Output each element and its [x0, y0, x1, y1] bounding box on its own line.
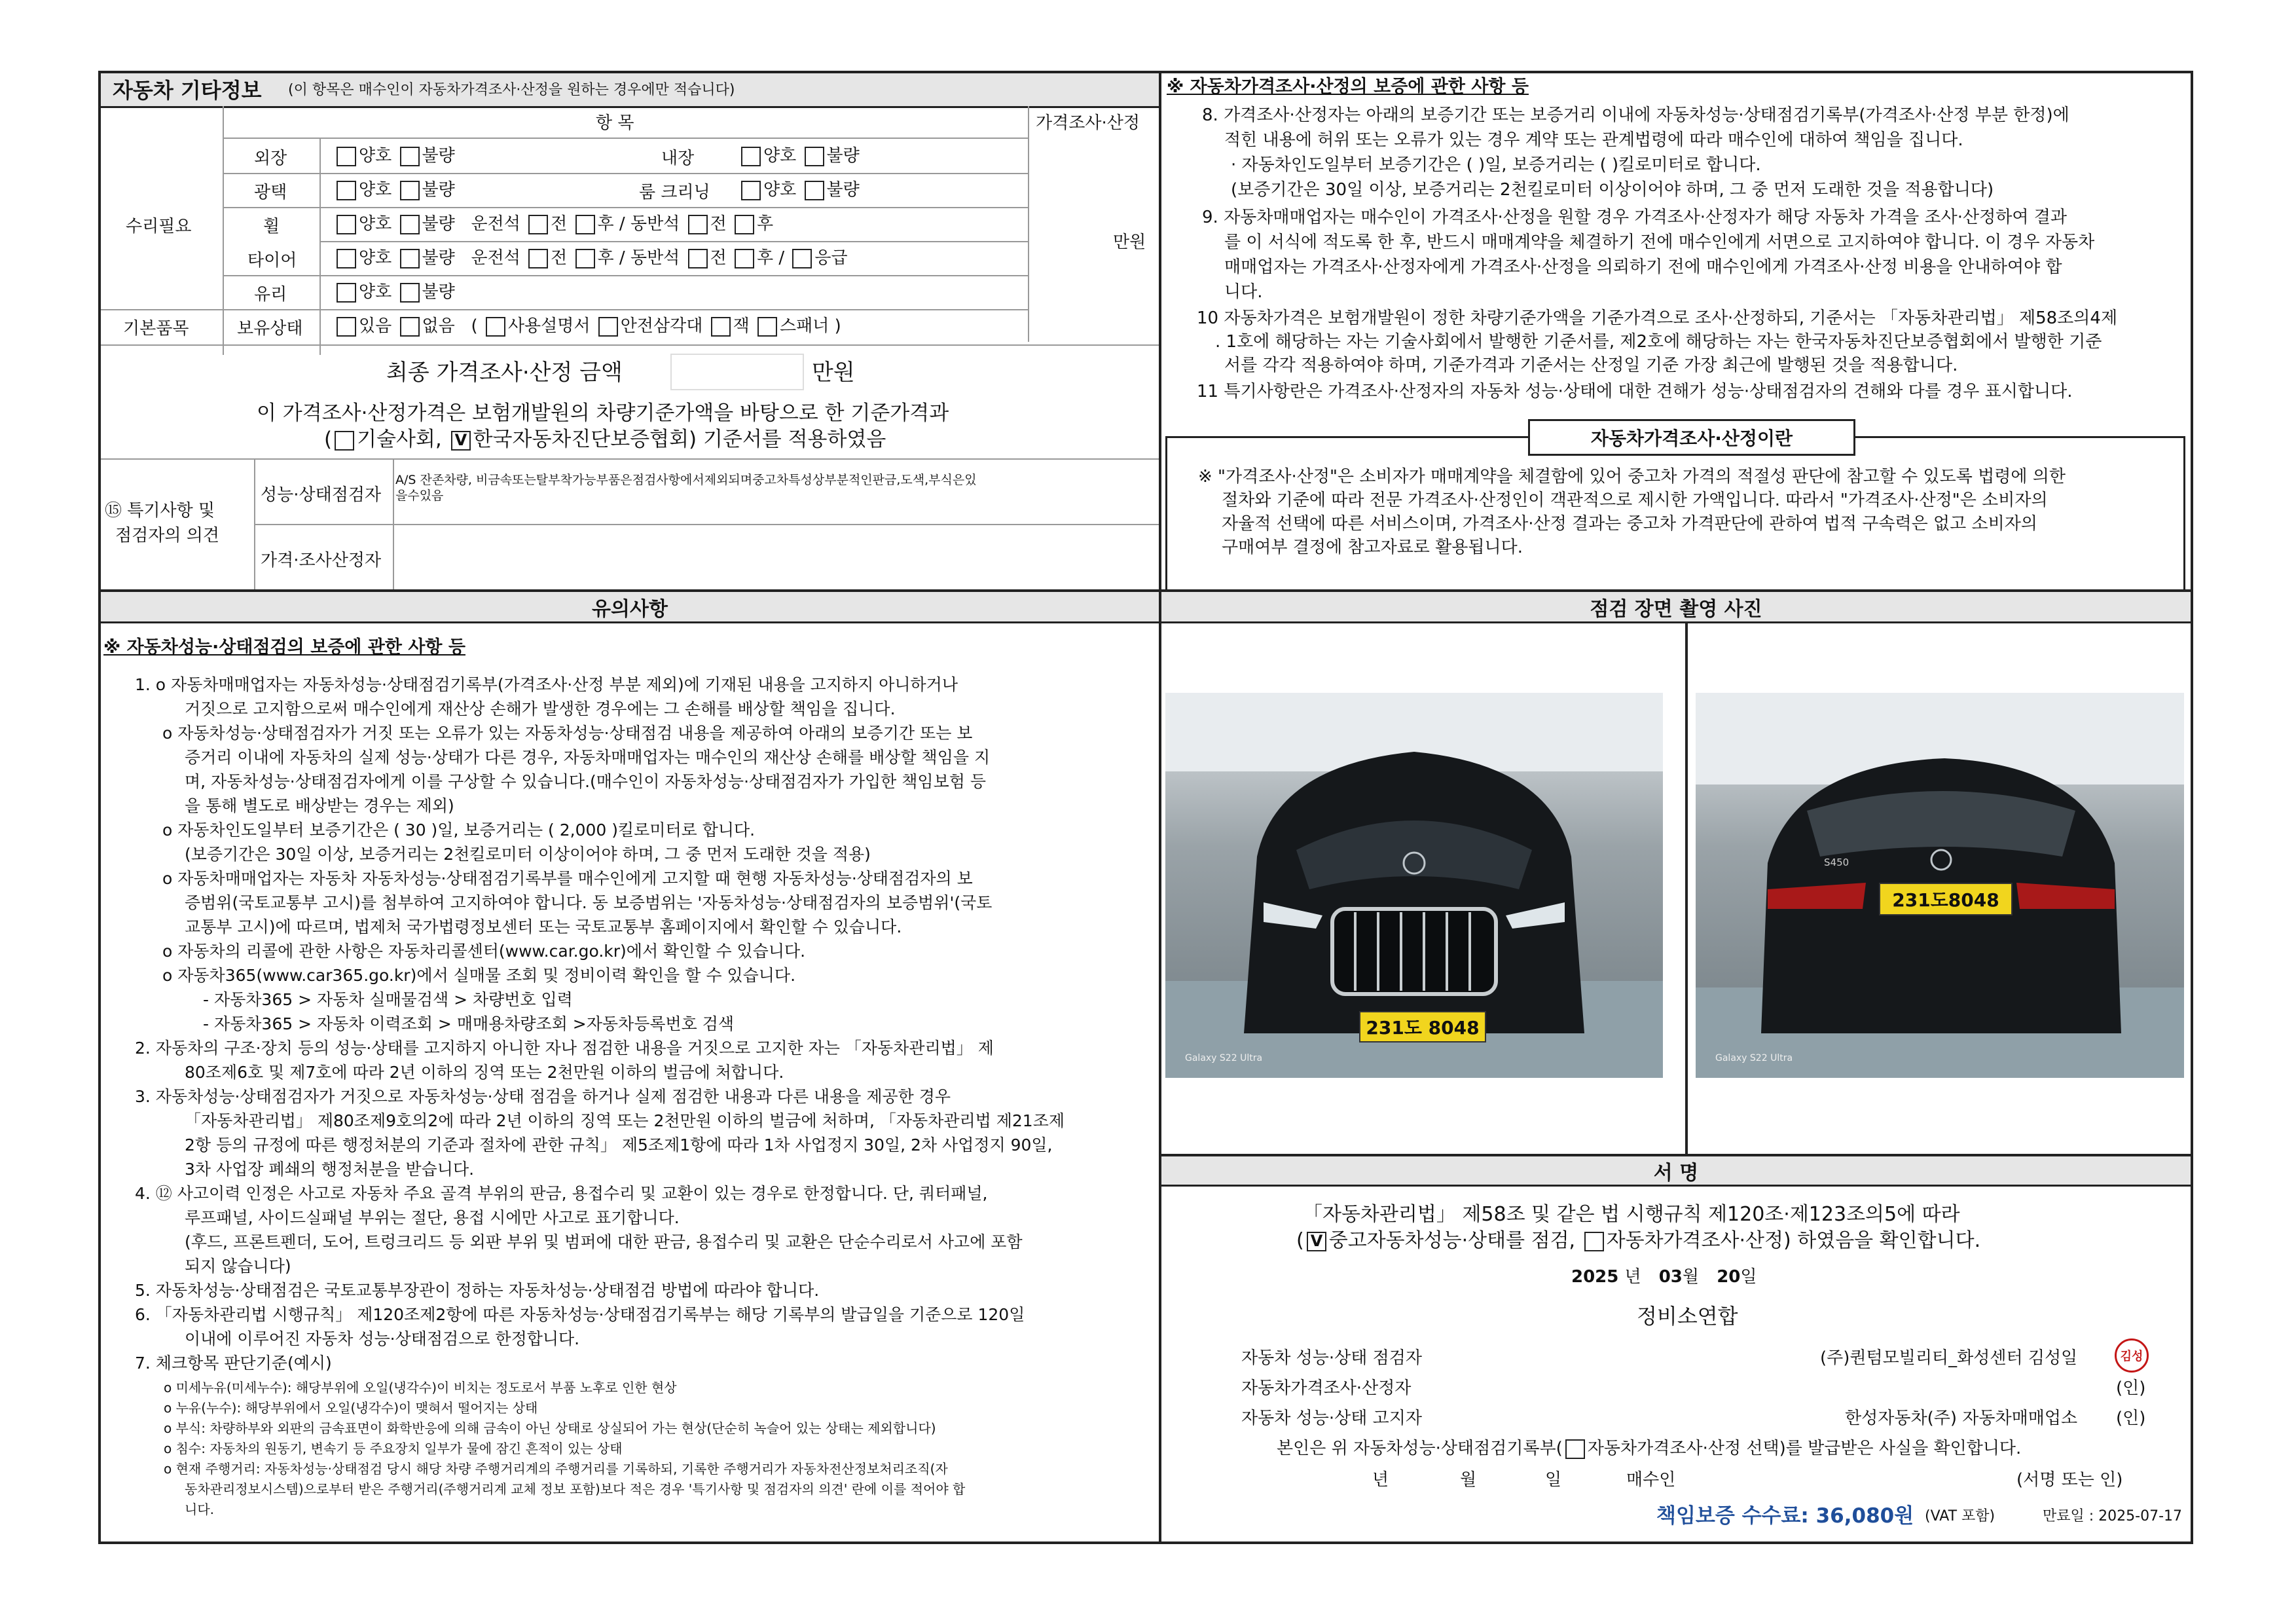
- room-clean-bad-checkbox[interactable]: [805, 181, 824, 200]
- item9-line4: 니다.: [1224, 282, 1263, 302]
- appraiser-seal-mark: (인): [2116, 1378, 2146, 1398]
- note-line: 7. 체크항목 판단기준(예시): [135, 1354, 332, 1373]
- final-price-input[interactable]: [670, 354, 804, 390]
- guarantee-fee-vat: (VAT 포함): [1925, 1508, 1995, 1524]
- receipt-day: 일: [1545, 1470, 1562, 1490]
- row-line: [223, 207, 1028, 208]
- note-line: 교통부 고시)에 따르며, 법제처 국가법령정보센터 또는 국토교통부 홈페이지에서 확인할 수 있습니다.: [185, 917, 902, 936]
- note-line: o 자동차의 리콜에 관한 사항은 자동차리콜센터(www.car.go.kr)에서 확인할 수 있습니다.: [162, 942, 806, 961]
- expiry-date: 만료일 : 2025-07-17: [2043, 1508, 2183, 1524]
- wheel-driver-rear-checkbox[interactable]: [575, 215, 595, 234]
- buyer-signature-field[interactable]: [1689, 1467, 1990, 1492]
- item9-line3: 매매업자는 가격조사·산정자에게 가격조사·산정을 의뢰하기 전에 매수인에게 가격조사·산정 비용을 안내하여야 합: [1224, 257, 2062, 277]
- wheel-good-checkbox[interactable]: [337, 215, 356, 234]
- exterior-label: 외장: [254, 149, 287, 168]
- law-line: 「자동차관리법」 제58조 및 같은 법 시행규칙 제120조·제123조의5에 따라: [1303, 1203, 1960, 1226]
- wheel-passenger-rear-checkbox[interactable]: [735, 215, 754, 234]
- other-info-note: (이 항목은 매수인이 자동차가격조사·산정을 원하는 경우에만 적습니다): [288, 82, 735, 98]
- note-line: 루프패널, 사이드실패널 부위는 절단, 용접 시에만 사고로 표기합니다.: [185, 1208, 680, 1227]
- owned-yes-checkbox[interactable]: [337, 317, 356, 337]
- glass-label: 유리: [254, 285, 287, 304]
- note-line: 「자동차관리법」 제80조제9호의2에 따라 2년 이하의 징역 또는 2천만원 이하의 벌금에 처하며, 「자동차관리법 제21조제: [185, 1111, 1065, 1130]
- note-line: 4. ⑫ 사고이력 인정은 사고로 자동차 주요 골격 부위의 판금, 용접수리 및 교환이 있는 경우로 한정합니다. 단, 쿼터패널,: [135, 1184, 988, 1203]
- room-clean-good-checkbox[interactable]: [741, 181, 761, 200]
- row-line: [101, 458, 1159, 460]
- item9-line1: 9. 자동차매매업자는 매수인이 가격조사·산정을 원할 경우 가격조사·산정자가 해당 자동차 가격을 조사·산정하여 결과: [1202, 208, 2067, 227]
- price-guarantee-heading: ※ 자동차가격조사·산정의 보증에 관한 사항 등: [1167, 77, 1529, 97]
- kada-checkbox[interactable]: [451, 431, 471, 451]
- price-appraisal-checkbox[interactable]: [1584, 1232, 1604, 1251]
- note-line: 증거리 이내에 자동차의 실제 성능·상태가 다른 경우, 자동차매매업자는 매수인의 재산상 손해를 배상할 책임을 지: [185, 748, 991, 767]
- wheel-options: 양호 불량 운전석 전 후 / 동반석 전 후: [334, 213, 773, 235]
- center-divider: [1159, 71, 1161, 1544]
- note-line: 을 통해 별도로 배상받는 경우는 제외): [185, 796, 454, 815]
- note-line: o 자동차매매업자는 자동차 자동차성능·상태점검기록부를 매수인에게 고지할 때 현행 자동차성능·상태점검자의 보: [162, 869, 973, 888]
- exterior-options: 양호 불량: [334, 145, 455, 167]
- inspector-seal: 김성: [2115, 1338, 2149, 1373]
- photos-header: 점검 장면 촬영 사진: [1161, 592, 2191, 623]
- note-line: 6. 「자동차관리법 시행규칙」 제120조제2항에 따른 자동차성능·상태점검기록부는 해당 기록부의 발급일을 기준으로 120일: [135, 1305, 1025, 1324]
- basis-line2: ( 기술사회, V 한국자동차진단보증협회) 기준서를 적용하였음: [324, 427, 886, 452]
- final-price-label: 최종 가격조사·산정 금액: [386, 360, 623, 386]
- front-watermark: Galaxy S22 Ultra: [1185, 1053, 1263, 1063]
- note-line: - 자동차365 > 자동차 이력조회 > 매매용차량조회 >자동차등록번호 검색: [203, 1014, 735, 1033]
- gloss-bad-checkbox[interactable]: [400, 181, 420, 200]
- tire-label: 타이어: [247, 251, 297, 270]
- box-line1: ※ "가격조사·산정"은 소비자가 매매계약을 체결함에 있어 중고차 가격의 적절성 판단에 참고할 수 있도록 법령에 의한: [1198, 467, 2066, 487]
- notes-heading: ※ 자동차성능·상태점검의 보증에 관한 사항 등: [103, 637, 465, 657]
- notifier-seal-mark: (인): [2116, 1409, 2146, 1428]
- tire-bad-checkbox[interactable]: [400, 249, 420, 268]
- note-line: 이내에 이루어진 자동차 성능·상태점검으로 한정합니다.: [185, 1329, 580, 1348]
- row-line: [223, 173, 1028, 174]
- note-line: (보증기간은 30일 이상, 보증거리는 2천킬로미터 이상이어야 하며, 그 중 먼저 도래한 것을 적용): [185, 845, 871, 864]
- tire-driver-front-checkbox[interactable]: [528, 249, 548, 268]
- note-small-line: 동차관리정보시스템)으로부터 받은 주행거리(주행거리계 교체 정보 포함)보다 적은 경우 '특기사항 및 점검자의 의견' 란에 이를 적어야 합: [185, 1481, 966, 1497]
- used-car-inspection-checkbox[interactable]: [1307, 1232, 1326, 1251]
- row-line: [254, 524, 1159, 525]
- col-price-header: 가격조사·산정: [1036, 113, 1140, 133]
- box-line3: 자율적 선택에 따른 서비스이며, 가격조사·산정 결과는 중고차 가격판단에 관하여 법적 구속력은 없고 소비자의: [1222, 514, 2037, 534]
- confirm-line: (V 중고자동차성능·상태를 점검, 자동차가격조사·산정) 하였음을 확인합니다.: [1296, 1228, 1980, 1253]
- note-line: o 자동차365(www.car365.go.kr)에서 실매물 조회 및 정비이력 확인을 할 수 있습니다.: [162, 966, 796, 985]
- note-small-line: o 침수: 자동차의 원동기, 변속기 등 주요장치 일부가 물에 잠긴 흔적이 있는 상태: [164, 1441, 623, 1456]
- front-license-plate: 231도 8048: [1359, 1011, 1486, 1043]
- gloss-label: 광택: [254, 183, 287, 202]
- row-line: [101, 344, 1159, 346]
- note-small-line: o 부식: 차량하부와 외판의 금속표면이 화학반응에 의해 금속이 아닌 상태로 상실되어 가는 현상(단순히 녹슬어 있는 상태는 제외합니다): [164, 1420, 936, 1436]
- sub-label-divider: [319, 138, 321, 355]
- basic-items-label: 기본품목: [123, 319, 189, 339]
- receipt-price-checkbox[interactable]: [1565, 1439, 1585, 1459]
- special-label-1: ⑮ 특기사항 및: [105, 501, 215, 521]
- rear-watermark: Galaxy S22 Ultra: [1715, 1053, 1793, 1063]
- note-line: 2항 등의 규정에 따른 행정처분의 기준과 절차에 관한 규칙」 제5조제1항에 따라 1차 사업정지 30일, 2차 사업정지 90일,: [185, 1135, 1053, 1154]
- owned-options: 있음 없음 ( 사용설명서 안전삼각대 잭 스패너 ): [334, 316, 841, 337]
- price-col-divider: [1028, 106, 1029, 342]
- special-label-2: 점검자의 의견: [115, 526, 219, 545]
- interior-options: 양호 불량: [738, 145, 860, 167]
- glass-good-checkbox[interactable]: [337, 283, 356, 303]
- note-line: 거짓으로 고지함으로써 매수인에게 재산상 손해가 발생한 경우에는 그 손해를 배상할 책임을 집니다.: [185, 699, 896, 718]
- note-small-line: o 현재 주행거리: 자동차성능·상태점검 당시 해당 차량 주행거리계의 주행거리를 기록하되, 기록한 주행거리가 자동차전산정보처리조직(자: [164, 1461, 948, 1477]
- note-line: 2. 자동차의 구조·장치 등의 성능·상태를 고지하지 아니한 자나 점검한 내용을 거짓으로 고지한 자는 「자동차관리법」 제: [135, 1039, 994, 1058]
- note-line: - 자동차365 > 자동차 실매물검색 > 차량번호 입력: [203, 990, 573, 1009]
- exterior-bad-checkbox[interactable]: [400, 147, 420, 166]
- note-line: 5. 자동차성능·상태점검은 국토교통부장관이 정하는 자동차성능·상태점검 방법에 따라야 합니다.: [135, 1281, 820, 1300]
- interior-bad-checkbox[interactable]: [805, 147, 824, 166]
- wheel-bad-checkbox[interactable]: [400, 215, 420, 234]
- tire-emergency-checkbox[interactable]: [792, 249, 812, 268]
- tire-passenger-rear-checkbox[interactable]: [735, 249, 754, 268]
- basis-line1: 이 가격조사·산정가격은 보험개발원의 차량기준가액을 바탕으로 한 기준가격과: [257, 401, 949, 425]
- notes-header: 유의사항: [101, 592, 1159, 623]
- tire-driver-rear-checkbox[interactable]: [575, 249, 595, 268]
- front-photo: [1165, 693, 1663, 1078]
- box-line2: 절차와 기준에 따라 전문 가격조사·산정인이 객관적으로 제시한 가액입니다. 따라서 "가격조사·산정"은 소비자의: [1222, 490, 2048, 510]
- note-line: 3차 사업장 폐쇄의 행정처분을 받습니다.: [185, 1160, 475, 1179]
- tech-society-checkbox[interactable]: [335, 431, 354, 451]
- inspector-name: (주)퀀텀모빌리티_화성센터 김성일: [1820, 1348, 2078, 1368]
- rear-badge: S450: [1824, 857, 1850, 868]
- note-small-line: 니다.: [185, 1502, 214, 1517]
- wheel-label: 휠: [263, 217, 280, 236]
- jack-checkbox[interactable]: [711, 317, 731, 337]
- repair-needed-label: 수리필요: [126, 217, 192, 236]
- triangle-checkbox[interactable]: [598, 317, 618, 337]
- item10-line1: 10 자동차가격은 보험개발원이 정한 차량기준가액을 기준가격으로 조사·산정하되, 기준서는 「자동차관리법」 제58조의4제: [1197, 308, 2118, 328]
- owned-no-checkbox[interactable]: [400, 317, 420, 337]
- row-line: [223, 275, 1028, 276]
- room-clean-options: 양호 불량: [738, 179, 860, 201]
- inspector-label: 성능·상태점검자: [261, 485, 382, 505]
- item8-line3: · 자동차인도일부터 보증기간은 ( )일, 보증거리는 ( )킬로미터로 합니다.: [1231, 155, 1761, 175]
- signature-header: 서 명: [1161, 1156, 2191, 1187]
- row-line: [101, 309, 1028, 310]
- owned-label: 보유상태: [237, 319, 303, 339]
- note-line: 3. 자동차성능·상태점검자가 거짓으로 자동차성능·상태 점검을 하거나 실제 점검한 내용과 다른 내용을 제공한 경우: [135, 1087, 951, 1106]
- wheel-driver-front-checkbox[interactable]: [528, 215, 548, 234]
- note-small-line: o 누유(누수): 해당부위에서 오일(냉각수)이 맺혀서 떨어지는 상태: [164, 1400, 538, 1416]
- issue-date: 2025 년 03월 20일: [1571, 1267, 1757, 1287]
- tire-good-checkbox[interactable]: [337, 249, 356, 268]
- item8-line1: 8. 가격조사·산정자는 아래의 보증기간 또는 보증거리 이내에 자동차성능·상태점검기록부(가격조사·산정 부분 한정)에: [1202, 105, 2069, 125]
- other-info-title: 자동차 기타정보: [113, 78, 262, 103]
- note-line: 며, 자동차성능·상태점검자에게 이를 구상할 수 있습니다.(매수인이 자동차성능·상태점검자가 가입한 책임보험 등: [185, 772, 986, 791]
- note-line: 1. o 자동차매매업자는 자동차성능·상태점검기록부(가격조사·산정 부분 제외)에 기재된 내용을 고지하지 아니하거나: [135, 675, 958, 694]
- wheel-passenger-front-checkbox[interactable]: [688, 215, 708, 234]
- interior-good-checkbox[interactable]: [741, 147, 761, 166]
- note-line: 80조제6호 및 제7호에 따라 2년 이하의 징역 또는 2천만원 이하의 벌금에 처합니다.: [185, 1063, 784, 1082]
- note-line: o 자동차성능·상태점검자가 거짓 또는 오류가 있는 자동차성능·상태점검 내용을 제공하여 아래의 보증기간 또는 보: [162, 724, 973, 743]
- item8-line2: 적힌 내용에 허위 또는 오류가 있는 경우 계약 또는 관계법령에 따라 매수인에 대하여 책임을 집니다.: [1224, 130, 1963, 150]
- item9-line2: 를 이 서식에 적도록 한 후, 반드시 매매계약을 체결하기 전에 매수인에게 서면으로 고지하여야 합니다. 이 경우 자동차: [1224, 232, 2095, 252]
- final-price-unit: 만원: [812, 360, 855, 386]
- receipt-month: 월: [1460, 1470, 1477, 1490]
- notifier-role: 자동차 성능·상태 고지자: [1241, 1409, 1422, 1428]
- union-name: 정비소연합: [1637, 1304, 1738, 1329]
- interior-label: 내장: [661, 149, 695, 168]
- inspector-role: 자동차 성능·상태 점검자: [1241, 1348, 1422, 1368]
- box-line4: 구매여부 결정에 참고자료로 활용됩니다.: [1222, 538, 1523, 557]
- rear-license-plate: 231도8048: [1879, 883, 2013, 915]
- appraiser-label: 가격·조사산정자: [261, 551, 382, 570]
- inspector-opinion-2: 을수있음: [395, 489, 444, 503]
- note-line: (후드, 프론트펜더, 도어, 트렁크리드 등 외판 부위 및 범퍼에 대한 판금, 용접수리 및 교환은 단순수리로서 사고에 포함: [185, 1232, 1023, 1251]
- label-col-divider: [223, 106, 224, 355]
- notifier-name: 한성자동차(주) 자동차매매업소: [1845, 1409, 2078, 1428]
- note-line: 증범위(국토교통부 고시)를 첨부하여 고지하여야 합니다. 동 보증범위는 '자동차성능·상태점검자의 보증범위'(국토: [185, 893, 993, 912]
- receipt-year: 년: [1372, 1470, 1389, 1490]
- rear-photo: [1696, 693, 2184, 1078]
- note-line: 되지 않습니다): [185, 1257, 291, 1276]
- price-definition-title-box: [1528, 419, 1855, 456]
- col-item-header: 항 목: [596, 113, 634, 133]
- glass-bad-checkbox[interactable]: [400, 283, 420, 303]
- guarantee-fee: 책임보증 수수료: 36,080원: [1656, 1504, 1914, 1528]
- gloss-options: 양호 불량: [334, 179, 455, 201]
- item10-line2: . 1호에 해당하는 자는 기술사회에서 발행한 기준서를, 제2호에 해당하는 자는 한국자동차진단보증협회에서 발행한 기준: [1215, 332, 2102, 352]
- header-row-line: [223, 138, 1028, 139]
- appraiser-role: 자동차가격조사·산정자: [1241, 1378, 1412, 1398]
- inspector-opinion-1: A/S 잔존차량, 비금속또는탈부착가능부품은점검사항에서제외되며중고차특성상부분적인판금,도색,부식은있: [395, 473, 977, 487]
- manual-checkbox[interactable]: [486, 317, 505, 337]
- note-line: o 자동차인도일부터 보증기간은 ( 30 )일, 보증거리는 ( 2,000 )킬로미터로 합니다.: [162, 821, 756, 840]
- tire-passenger-front-checkbox[interactable]: [688, 249, 708, 268]
- buyer-label: 매수인: [1626, 1470, 1676, 1490]
- note-small-line: o 미세누유(미세누수): 해당부위에 오일(냉각수)이 비치는 정도로서 부품 노후로 인한 현상: [164, 1380, 677, 1395]
- receipt-line: 본인은 위 자동차성능·상태점검기록부( 자동차가격조사·산정 선택)를 발급받은 사실을 확인합니다.: [1277, 1439, 2022, 1458]
- item8-line4: (보증기간은 30일 이상, 보증거리는 2천킬로미터 이상이어야 하며, 그 중 먼저 도래한 것을 적용합니다): [1231, 180, 1994, 200]
- price-definition-title: 자동차가격조사·산정이란: [1590, 428, 1793, 449]
- spanner-checkbox[interactable]: [757, 317, 777, 337]
- gloss-good-checkbox[interactable]: [337, 181, 356, 200]
- buyer-sign-mark: (서명 또는 인): [2016, 1470, 2123, 1490]
- item10-line3: 서를 각각 적용하여야 하며, 기준가격과 기준서는 산정일 기준 가장 최근에 발행된 것을 적용합니다.: [1224, 356, 1958, 375]
- glass-options: 양호 불량: [334, 282, 455, 303]
- exterior-good-checkbox[interactable]: [337, 147, 356, 166]
- room-clean-label: 룸 크리닝: [639, 183, 710, 202]
- item11: 11 특기사항란은 가격조사·산정자의 자동차 성능·상태에 대한 견해가 성능·상태점검자의 견해와 다를 경우 표시합니다.: [1197, 382, 2073, 401]
- tire-options: 양호 불량 운전석 전 후 / 동반석 전 후 / 응급: [334, 248, 848, 269]
- row-line: [319, 241, 1028, 242]
- price-unit: 만원: [1113, 232, 1146, 252]
- photo-divider: [1685, 623, 1688, 1154]
